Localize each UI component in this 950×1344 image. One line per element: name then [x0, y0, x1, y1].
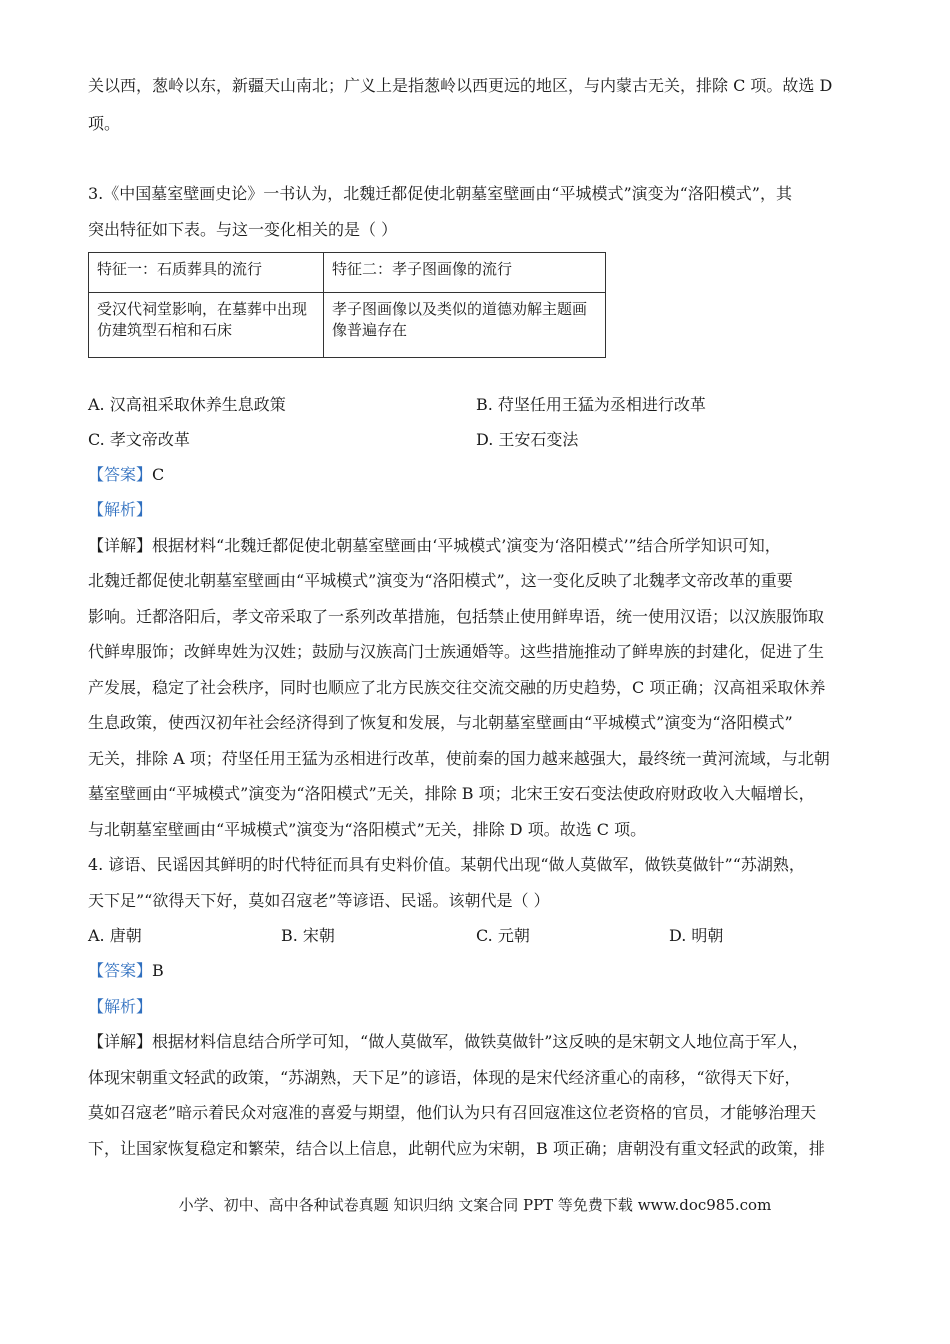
detail-line: 与北朝墓室壁画由“平城模式”演变为“洛阳模式”无关，排除 D 项。故选 C 项。 [88, 820, 647, 839]
option-b: B. 苻坚任用王猛为丞相进行改革 [476, 395, 706, 414]
table-header-cell: 特征一：石质葬具的流行 [89, 253, 324, 293]
option-d: D. 王安石变法 [476, 430, 579, 449]
answer-value: C [152, 465, 165, 484]
answer-tag: 【答案】 [88, 465, 153, 484]
analysis-line [88, 997, 152, 1017]
question-4-stem: 4. 谚语、民谣因其鲜明的时代特征而具有史料价值。某朝代出现“做人莫做军，做铁莫做针”“苏湖熟， [88, 855, 805, 874]
option-d: D. 明朝 [669, 926, 724, 945]
detail-tag: 【详解】 [88, 536, 153, 555]
question-3-stem: 突出特征如下表。与这一变化相关的是（ ） [88, 220, 398, 239]
detail-line: 墓室壁画由“平城模式”演变为“洛阳模式”无关，排除 B 项；北宋王安石变法使政府财政收入大幅增长， [88, 784, 815, 803]
table-cell: 受汉代祠堂影响，在墓葬中出现仿建筑型石棺和石床 [89, 293, 324, 358]
detail-line [88, 1032, 808, 1052]
answer-tag: 【答案】 [88, 961, 153, 980]
answer-line [88, 465, 164, 485]
detail-line: 代鲜卑服饰；改鲜卑姓为汉姓；鼓励与汉族高门士族通婚等。这些措施推动了鲜卑族的封建化，促进了生 [88, 642, 825, 661]
detail-line: 影响。迁都洛阳后，孝文帝采取了一系列改革措施，包括禁止使用鲜卑语，统一使用汉语；以汉族服饰取 [88, 607, 825, 626]
option-a: A. 唐朝 [88, 926, 142, 945]
option-b: B. 宋朝 [281, 926, 335, 945]
answer-line [88, 961, 164, 981]
question-4-stem: 天下足”“欲得天下好，莫如召寇老”等谚语、民谣。该朝代是（ ） [88, 891, 550, 910]
option-c: C. 孝文帝改革 [88, 430, 190, 449]
detail-line: 下，让国家恢复稳定和繁荣，结合以上信息，此朝代应为宋朝，B 项正确；唐朝没有重文轻武的政策，排 [88, 1139, 825, 1158]
analysis-tag: 【解析】 [88, 500, 153, 519]
option-c: C. 元朝 [476, 926, 530, 945]
feature-table [88, 252, 606, 358]
detail-line: 生息政策，使西汉初年社会经济得到了恢复和发展，与北朝墓室壁画由“平城模式”演变为“洛阳模式” [88, 713, 793, 732]
detail-line: 莫如召寇老”暗示着民众对寇准的喜爱与期望，他们认为只有召回寇准这位老资格的官员，才能够治理天 [88, 1103, 817, 1122]
table-cell: 孝子图画像以及类似的道德劝解主题画像普遍存在 [324, 293, 606, 358]
detail-text: 根据材料“北魏迁都促使北朝墓室壁画由‘平城模式’演变为‘洛阳模式’”结合所学知识可知， [152, 536, 781, 555]
body-text-line: 项。 [88, 114, 121, 133]
question-3-stem: 3.《中国墓室壁画史论》一书认为，北魏迁都促使北朝墓室壁画由“平城模式”演变为“洛阳模式”，其 [88, 184, 792, 203]
table-header-cell: 特征二：孝子图画像的流行 [324, 253, 606, 293]
analysis-line [88, 500, 152, 520]
page-footer: 小学、初中、高中各种试卷真题 知识归纳 文案合同 PPT 等免费下载 www.doc985.com [178, 1196, 772, 1214]
detail-line [88, 536, 781, 556]
detail-line: 体现宋朝重文轻武的政策，“苏湖熟，天下足”的谚语，体现的是宋代经济重心的南移，“欲得天下好， [88, 1068, 801, 1087]
detail-line: 无关，排除 A 项；苻坚任用王猛为丞相进行改革，使前秦的国力越来越强大，最终统一黄河流域，与北朝 [88, 749, 830, 768]
analysis-tag: 【解析】 [88, 997, 153, 1016]
detail-text: 根据材料信息结合所学可知，“做人莫做军，做铁莫做针”这反映的是宋朝文人地位高于军人， [152, 1032, 809, 1051]
detail-tag: 【详解】 [88, 1032, 153, 1051]
answer-value: B [152, 961, 164, 980]
detail-line: 产发展，稳定了社会秩序，同时也顺应了北方民族交往交流交融的历史趋势，C 项正确；汉高祖采取休养 [88, 678, 826, 697]
detail-line: 北魏迁都促使北朝墓室壁画由“平城模式”演变为“洛阳模式”，这一变化反映了北魏孝文帝改革的重要 [88, 571, 793, 590]
body-text-line: 关以西，葱岭以东，新疆天山南北；广义上是指葱岭以西更远的地区，与内蒙古无关，排除 C 项。故选 D [88, 76, 833, 95]
option-a: A. 汉高祖采取休养生息政策 [88, 395, 286, 414]
